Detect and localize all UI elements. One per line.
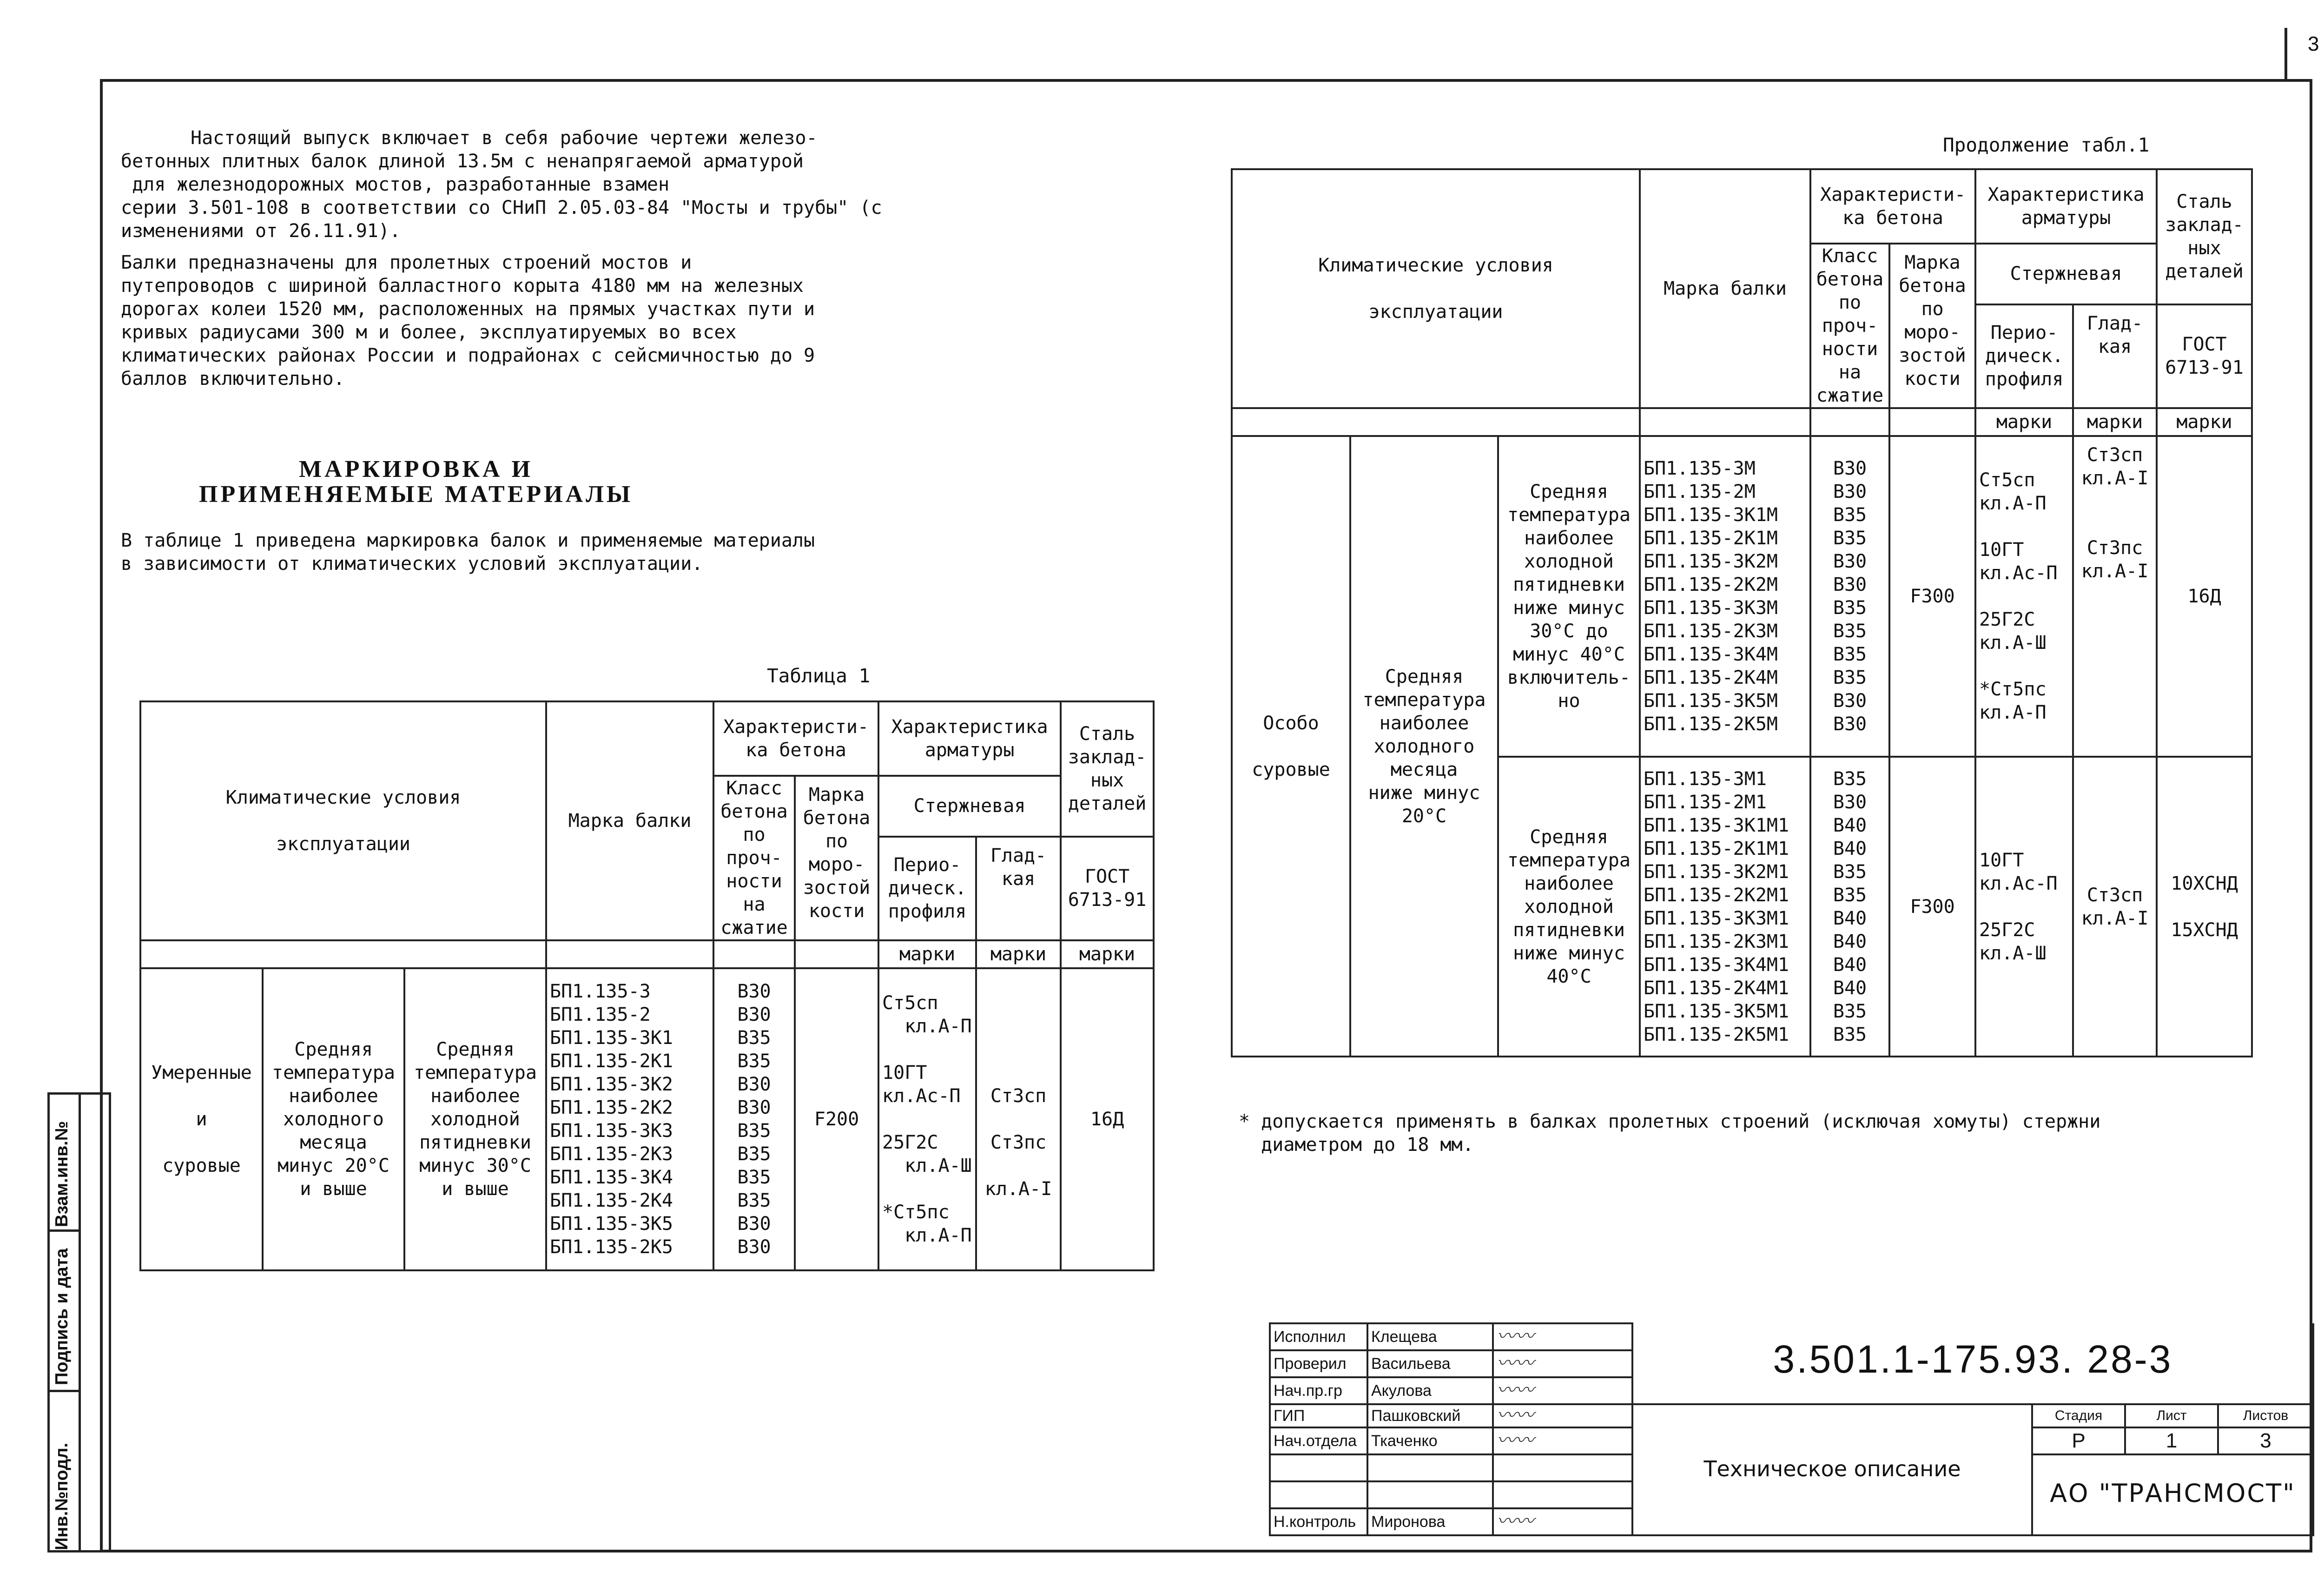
cont-header-class: Класс бетона по проч- ности на сжатие bbox=[1810, 244, 1889, 408]
group1-concrete-class-cell: В30 В30 В35 В35 В30 В30 В35 В35 В35 В35 В30 В30 bbox=[1810, 436, 1889, 757]
stamp-name-7 bbox=[1367, 1481, 1493, 1508]
group1-periodic-profile-cell: Ст5сп кл.А-П 10ГТ кл.Ас-П 25Г2С кл.А-Ш *Ст5пс кл.А-П bbox=[1975, 436, 2073, 757]
header-gost: ГОСТ 6713-91 bbox=[1061, 837, 1154, 940]
header-marks-smooth: марки bbox=[976, 940, 1061, 968]
signature-1-icon: 〰〰 bbox=[1497, 1326, 1534, 1347]
header-mark: Марка балки bbox=[546, 701, 713, 940]
stamp-name-1: Клещева bbox=[1367, 1323, 1493, 1350]
document-title: Техническое описание bbox=[1703, 1456, 1961, 1481]
header-frost: Марка бетона по моро- зостой кости bbox=[795, 776, 878, 940]
signature-3-icon: 〰〰 bbox=[1497, 1380, 1534, 1400]
cont-climate-cell: Особо суровые bbox=[1232, 436, 1350, 1057]
signature-4-icon: 〰〰 bbox=[1497, 1405, 1534, 1426]
table-1-continuation bbox=[1231, 168, 2253, 1057]
stamp-role-5: Нач.отдела bbox=[1270, 1427, 1367, 1454]
stamp-role-6 bbox=[1270, 1454, 1367, 1481]
stamp-name-4: Пашковский bbox=[1367, 1404, 1493, 1427]
signature-2 bbox=[1493, 1350, 1632, 1377]
sheet-label: Лист bbox=[2125, 1404, 2218, 1427]
stamp-name-8: Миронова bbox=[1367, 1508, 1493, 1535]
sheet-number: 3 bbox=[2308, 33, 2319, 55]
signature-5-icon: 〰〰 bbox=[1497, 1430, 1534, 1451]
section-text: В таблице 1 приведена маркировка балок и применяемые материалы в зависимости от климатических условий эксплуатации. bbox=[121, 530, 815, 575]
cont-header-marks-steel: марки bbox=[2157, 408, 2252, 436]
sheets-value: 3 bbox=[2218, 1427, 2313, 1454]
header-smooth: Глад- кая bbox=[976, 837, 1061, 940]
cont-header-smooth: Глад- кая bbox=[2073, 304, 2157, 408]
stamp-role-3: Нач.пр.гр bbox=[1270, 1377, 1367, 1404]
group2-temperature-5day-cell: Средняя температура наиболее холодной пятидневки ниже минус 40°С bbox=[1498, 757, 1640, 1057]
sheet-value: 1 bbox=[2125, 1427, 2218, 1454]
footnote: * допускается применять в балках пролетных строений (исключая хомуты) стержни диаметром до 18 мм. bbox=[1239, 1111, 2101, 1156]
company-name: АО "ТРАНСМОСТ" bbox=[2050, 1478, 2296, 1508]
sheet-number-divider bbox=[2284, 28, 2287, 80]
stamp-role-8: Н.контроль bbox=[1270, 1508, 1367, 1535]
cont-header-rod: Стержневая bbox=[1975, 244, 2157, 304]
smooth-profile-cell: Ст3сп Ст3пс кл.А-I bbox=[976, 968, 1061, 1270]
stage-label: Стадия bbox=[2032, 1404, 2125, 1427]
steel-cell: 16Д bbox=[1061, 968, 1154, 1270]
concrete-class-cell: В30 В30 В35 В35 В30 В30 В35 В35 В35 В35 В30 В30 bbox=[713, 968, 795, 1270]
cont-header-steel: Сталь заклад- ных деталей bbox=[2157, 169, 2252, 304]
group2-beam-marks-cell: БП1.135-3М1 БП1.135-2М1 БП1.135-3К1М1 БП1.135-2К1М1 БП1.135-3К2М1 БП1.135-2К2М1 БП1.135-3К3М1 БП1.135-2К3М1 БП1.135-3К4М1 БП1.135-2К4М1 БП1.135-3К5М1 БП1.135-2К5М1 bbox=[1640, 757, 1810, 1057]
company-cell bbox=[2032, 1454, 2313, 1535]
group1-steel-cell: 16Д bbox=[2157, 436, 2252, 757]
cont-header-gost: ГОСТ 6713-91 bbox=[2157, 304, 2252, 408]
cont-header-concrete: Характеристи- ка бетона bbox=[1810, 169, 1975, 244]
signature-8 bbox=[1493, 1508, 1632, 1535]
header-class: Класс бетона по проч- ности на сжатие bbox=[713, 776, 795, 940]
sidebar-stamp bbox=[47, 1092, 111, 1552]
stamp-name-2: Васильева bbox=[1367, 1350, 1493, 1377]
cont-header-periodic: Перио- дическ. профиля bbox=[1975, 304, 2073, 408]
cont-header-mark: Марка балки bbox=[1640, 169, 1810, 408]
group2-periodic-profile-cell: 10ГТ кл.Ас-П 25Г2С кл.А-Ш bbox=[1975, 757, 2073, 1057]
group1-frost-cell: F300 bbox=[1889, 436, 1975, 757]
signature-3 bbox=[1493, 1377, 1632, 1404]
temperature-month-cell: Средняя температура наиболее холодного месяца минус 20°С и выше bbox=[263, 968, 404, 1270]
periodic-profile-cell: Ст5сп кл.А-П 10ГТ кл.Ас-П 25Г2С кл.А-Ш *Ст5пс кл.А-П bbox=[878, 968, 976, 1270]
group1-beam-marks-cell: БП1.135-3М БП1.135-2М БП1.135-3К1М БП1.135-2К1М БП1.135-3К2М БП1.135-2К2М БП1.135-3К3М БП1.135-2К3М БП1.135-3К4М БП1.135-2К4М БП1.135-3К5М БП1.135-2К5М bbox=[1640, 436, 1810, 757]
cont-temperature-month-cell: Средняя температура наиболее холодного месяца ниже минус 20°С bbox=[1350, 436, 1498, 1057]
drawing-code: 3.501.1-175.93. 28-3 bbox=[1773, 1337, 2173, 1381]
header-rod: Стержневая bbox=[878, 776, 1061, 837]
beam-marks-cell: БП1.135-3 БП1.135-2 БП1.135-3К1 БП1.135-2К1 БП1.135-3К2 БП1.135-2К2 БП1.135-3К3 БП1.135-2К3 БП1.135-3К4 БП1.135-2К4 БП1.135-3К5 БП1.135-2К5 bbox=[546, 968, 713, 1270]
sheets-label: Листов bbox=[2218, 1404, 2313, 1427]
table-1-continuation-caption: Продолжение табл.1 bbox=[1943, 134, 2150, 156]
group2-smooth-profile-cell: Ст3сп кл.А-I bbox=[2073, 757, 2157, 1057]
group1-temperature-5day-cell: Средняя температура наиболее холодной пятидневки ниже минус 30°С до минус 40°С включитель- но bbox=[1498, 436, 1640, 757]
signature-2-icon: 〰〰 bbox=[1497, 1353, 1534, 1374]
stamp-role-7 bbox=[1270, 1481, 1367, 1508]
sidebar-sign-date: Подпись и дата bbox=[52, 1248, 72, 1385]
section-heading-line-2: ПРИМЕНЯЕМЫЕ МАТЕРИАЛЫ bbox=[199, 481, 633, 508]
title-block bbox=[1269, 1322, 2314, 1536]
cont-header-marks-periodic: марки bbox=[1975, 408, 2073, 436]
stamp-role-2: Проверил bbox=[1270, 1350, 1367, 1377]
climate-cell: Умеренные и суровые bbox=[140, 968, 263, 1270]
group2-frost-cell: F300 bbox=[1889, 757, 1975, 1057]
intro-paragraph-2: Балки предназначены для пролетных строений мостов и путепроводов с шириной балластного корыта 4180 мм на железных дорогах колеи 1520 мм, расположенных на прямых участках пути и кривых радиусами 300 м и более, эксплуатируемых во всех климатических районах России и подрайонах с сейсмичностью до 9 баллов включительно. bbox=[121, 252, 815, 390]
title-code-cell bbox=[1632, 1323, 2313, 1404]
stamp-role-4: ГИП bbox=[1270, 1404, 1367, 1427]
table-1 bbox=[139, 700, 1155, 1271]
header-reinforcement: Характеристика арматуры bbox=[878, 701, 1061, 776]
section-heading-line-1: МАРКИРОВКА И bbox=[299, 456, 533, 482]
stage-value: Р bbox=[2032, 1427, 2125, 1454]
sidebar-vzam-inv: Взам.инв.№ bbox=[52, 1121, 72, 1227]
stamp-role-1: Исполнил bbox=[1270, 1323, 1367, 1350]
signature-5 bbox=[1493, 1427, 1632, 1454]
header-concrete: Характеристи- ка бетона bbox=[713, 701, 878, 776]
header-periodic: Перио- дическ. профиля bbox=[878, 837, 976, 940]
group1-smooth-profile-cell: Ст3сп кл.А-I Ст3пс кл.А-I bbox=[2073, 436, 2157, 757]
cont-header-reinforcement: Характеристика арматуры bbox=[1975, 169, 2157, 244]
stamp-name-3: Акулова bbox=[1367, 1377, 1493, 1404]
cont-header-climate: Климатические условия эксплуатации bbox=[1232, 169, 1640, 408]
sidebar-inv-podl: Инв.№подл. bbox=[52, 1442, 72, 1550]
cont-header-frost: Марка бетона по моро- зостой кости bbox=[1889, 244, 1975, 408]
temperature-5day-cell: Средняя температура наиболее холодной пятидневки минус 30°С и выше bbox=[404, 968, 546, 1270]
header-climate: Климатические условия эксплуатации bbox=[140, 701, 546, 940]
stamp-name-5: Ткаченко bbox=[1367, 1427, 1493, 1454]
group2-concrete-class-cell: В35 В30 В40 В40 В35 В35 В40 В40 В40 В40 В35 В35 bbox=[1810, 757, 1889, 1057]
stamp-name-6 bbox=[1367, 1454, 1493, 1481]
intro-paragraph-1: Настоящий выпуск включает в себя рабочие чертежи железо- бетонных плитных балок длиной 13.5м с ненапрягаемой арматурой для железнодорожных мостов, разработанные взамен серии 3.501-108 в соответствии со СНиП 2.05.03-84 "Мосты и трубы" (с изменениями от 26.11.91). bbox=[121, 127, 882, 242]
header-marks-periodic: марки bbox=[878, 940, 976, 968]
signature-4 bbox=[1493, 1404, 1632, 1427]
signature-8-icon: 〰〰 bbox=[1497, 1511, 1534, 1532]
group2-steel-cell: 10ХСНД 15ХСНД bbox=[2157, 757, 2252, 1057]
frost-cell: F200 bbox=[795, 968, 878, 1270]
table-1-caption: Таблица 1 bbox=[767, 665, 871, 687]
cont-header-marks-smooth: марки bbox=[2073, 408, 2157, 436]
header-steel: Сталь заклад- ных деталей bbox=[1061, 701, 1154, 837]
document-title-cell bbox=[1632, 1404, 2032, 1535]
header-marks-steel: марки bbox=[1061, 940, 1154, 968]
signature-1 bbox=[1493, 1323, 1632, 1350]
